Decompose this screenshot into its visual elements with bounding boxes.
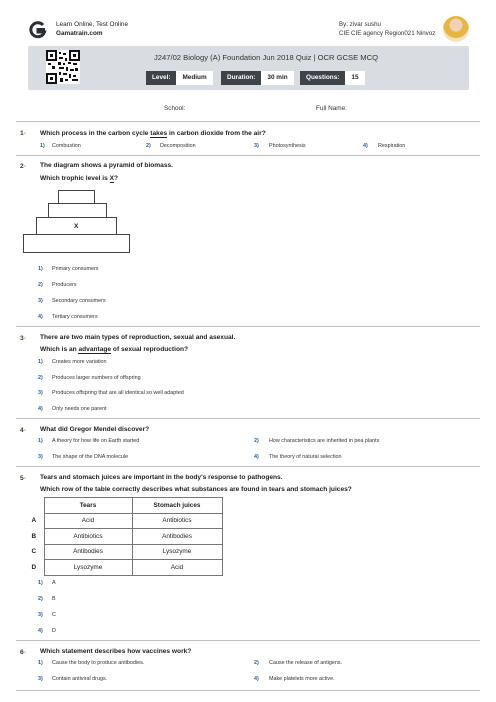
q6-option-3[interactable]: Contain antiviral drugs. bbox=[52, 676, 108, 682]
questions-pill bbox=[300, 71, 365, 85]
q6-option-1[interactable]: Cause the body to produce antibodies. bbox=[52, 660, 145, 666]
option-number: 2) bbox=[38, 282, 43, 288]
table-row bbox=[24, 529, 222, 545]
q3-option-4[interactable]: Only needs one parent bbox=[52, 406, 107, 412]
q4-option-2[interactable]: How characteristics are inherited in pea plants bbox=[269, 438, 380, 444]
option-number: 4) bbox=[38, 314, 43, 320]
question-5-line1: Tears and stomach juices are important in the body's response to pathogens. bbox=[40, 474, 283, 481]
duration-pill bbox=[221, 71, 294, 85]
question-2-line2: Which trophic level is X? bbox=[40, 175, 119, 182]
q2-option-4[interactable]: Tertiary consumers bbox=[52, 314, 98, 320]
q3-option-2[interactable]: Produces larger numbers of offspring bbox=[52, 375, 141, 381]
table-header: Tears bbox=[44, 498, 132, 514]
q5-option-3[interactable]: C bbox=[52, 612, 56, 618]
question-4-text: What did Gregor Mendel discover? bbox=[40, 426, 150, 433]
divider bbox=[16, 121, 480, 122]
option-number: 3) bbox=[38, 298, 43, 304]
row-label: A bbox=[31, 517, 37, 525]
q5-option-1[interactable]: A bbox=[52, 580, 56, 586]
quiz-title: J247/02 Biology (A) Foundation Jun 2018 Quiz | OCR GCSE MCQ bbox=[154, 53, 378, 62]
duration-value: 30 min bbox=[261, 71, 293, 85]
option-number: 4) bbox=[38, 628, 43, 634]
level-value: Medium bbox=[176, 71, 212, 85]
question-5-line2: Which row of the table correctly describes what substances are found in tears and stomach juices? bbox=[40, 486, 352, 493]
q1-option-4[interactable]: Respiration bbox=[378, 143, 406, 149]
question-number: 1- bbox=[20, 130, 26, 137]
divider bbox=[16, 466, 480, 467]
q3-option-3[interactable]: Produces offspring that are all identical so well adapted bbox=[52, 390, 184, 396]
q1-option-2[interactable]: Decomposition bbox=[160, 143, 196, 149]
option-number: 1) bbox=[38, 660, 43, 666]
table-cell: Antibiotics bbox=[132, 513, 222, 529]
question-number: 5- bbox=[20, 475, 26, 482]
q1-option-3[interactable]: Photosynthesis bbox=[269, 143, 306, 149]
table-header: Stomach juices bbox=[132, 498, 222, 514]
tears-stomach-table bbox=[24, 497, 223, 576]
table-cell: Acid bbox=[44, 513, 132, 529]
option-number: 3) bbox=[38, 676, 43, 682]
q5-option-4[interactable]: D bbox=[52, 628, 56, 634]
q4-option-4[interactable]: The theory of natural selection bbox=[269, 454, 342, 460]
question-1-text: Which process in the carbon cycle takes in carbon dioxide from the air? bbox=[40, 130, 266, 137]
duration-label: Duration: bbox=[221, 71, 261, 85]
row-label: C bbox=[31, 548, 37, 556]
divider bbox=[16, 326, 480, 327]
table-row bbox=[24, 513, 222, 529]
q4-option-3[interactable]: The shape of the DNA molecule bbox=[52, 454, 129, 460]
option-number: 2) bbox=[38, 375, 43, 381]
option-number: 2) bbox=[254, 660, 259, 666]
brand-block bbox=[56, 20, 128, 38]
school-label: School: bbox=[164, 105, 186, 112]
option-number: 1) bbox=[40, 143, 45, 149]
table-row bbox=[24, 560, 222, 576]
option-number: 2) bbox=[146, 143, 151, 149]
divider bbox=[16, 640, 480, 641]
option-number: 4) bbox=[363, 143, 368, 149]
option-number: 1) bbox=[38, 438, 43, 444]
option-number: 1) bbox=[38, 359, 43, 365]
question-2-line1: The diagram shows a pyramid of biomass. bbox=[40, 162, 174, 169]
divider bbox=[16, 155, 480, 156]
q3-option-1[interactable]: Creates more variation bbox=[52, 359, 107, 365]
q1-option-1[interactable]: Combustion bbox=[52, 143, 81, 149]
author-block bbox=[339, 20, 435, 38]
pyramid-level-base bbox=[23, 234, 130, 253]
brand-link[interactable]: Gamatrain.com bbox=[56, 30, 103, 37]
pyramid-x-label: X bbox=[74, 223, 79, 230]
pyramid-level-top bbox=[58, 190, 95, 204]
question-number: 6- bbox=[20, 649, 26, 656]
table-cell: Antibodies bbox=[44, 544, 132, 560]
option-number: 2) bbox=[38, 596, 43, 602]
row-label: B bbox=[31, 532, 37, 540]
q6-option-2[interactable]: Cause the release of antigens. bbox=[269, 660, 343, 666]
option-number: 3) bbox=[254, 143, 259, 149]
brand-tagline: Learn Online, Test Online bbox=[56, 21, 128, 28]
question-3-line2: Which is an advantage of sexual reproduction? bbox=[40, 346, 189, 353]
option-number: 2) bbox=[254, 438, 259, 444]
option-number: 4) bbox=[254, 676, 259, 682]
author-region: CIE CIE agency Region021 Ninvoz bbox=[339, 30, 436, 37]
divider bbox=[16, 418, 480, 419]
level-pill bbox=[146, 71, 213, 85]
option-number: 1) bbox=[38, 266, 43, 272]
table-cell: Acid bbox=[132, 560, 222, 576]
option-number: 4) bbox=[254, 454, 259, 460]
option-number: 3) bbox=[38, 454, 43, 460]
option-number: 3) bbox=[38, 612, 43, 618]
question-number: 4- bbox=[20, 427, 26, 434]
question-3-line1: There are two main types of reproduction, sexual and asexual. bbox=[40, 334, 236, 341]
row-label: D bbox=[31, 563, 37, 571]
gamatrain-logo-icon bbox=[29, 21, 47, 39]
questions-label: Questions: bbox=[300, 71, 345, 85]
q2-option-3[interactable]: Secondary consumers bbox=[52, 298, 106, 304]
q2-option-1[interactable]: Primary consumers bbox=[52, 266, 99, 272]
q4-option-1[interactable]: A theory for how life on Earth started bbox=[52, 438, 140, 444]
fullname-label: Full Name: bbox=[316, 105, 347, 112]
table-row bbox=[24, 544, 222, 560]
table-cell: Lysozyme bbox=[44, 560, 132, 576]
table-cell: Lysozyme bbox=[132, 544, 222, 560]
questions-value: 15 bbox=[345, 71, 364, 85]
author-avatar bbox=[443, 16, 469, 42]
q5-option-2[interactable]: B bbox=[52, 596, 56, 602]
divider bbox=[16, 690, 480, 691]
table-cell: Antibiotics bbox=[44, 529, 132, 545]
question-number: 3- bbox=[20, 335, 26, 342]
qr-code-icon bbox=[46, 50, 80, 84]
table-cell: Antibodies bbox=[132, 529, 222, 545]
author-name: By: zivar sushu bbox=[339, 21, 381, 28]
option-number: 1) bbox=[38, 580, 43, 586]
level-label: Level: bbox=[146, 71, 176, 85]
question-6-text: Which statement describes how vaccines work? bbox=[40, 648, 192, 655]
question-number: 2- bbox=[20, 163, 26, 170]
q2-option-2[interactable]: Producers bbox=[52, 282, 77, 288]
option-number: 3) bbox=[38, 390, 43, 396]
pyramid-level-2 bbox=[48, 203, 107, 218]
q6-option-4[interactable]: Make platelets more active. bbox=[269, 676, 335, 682]
option-number: 4) bbox=[38, 406, 43, 412]
